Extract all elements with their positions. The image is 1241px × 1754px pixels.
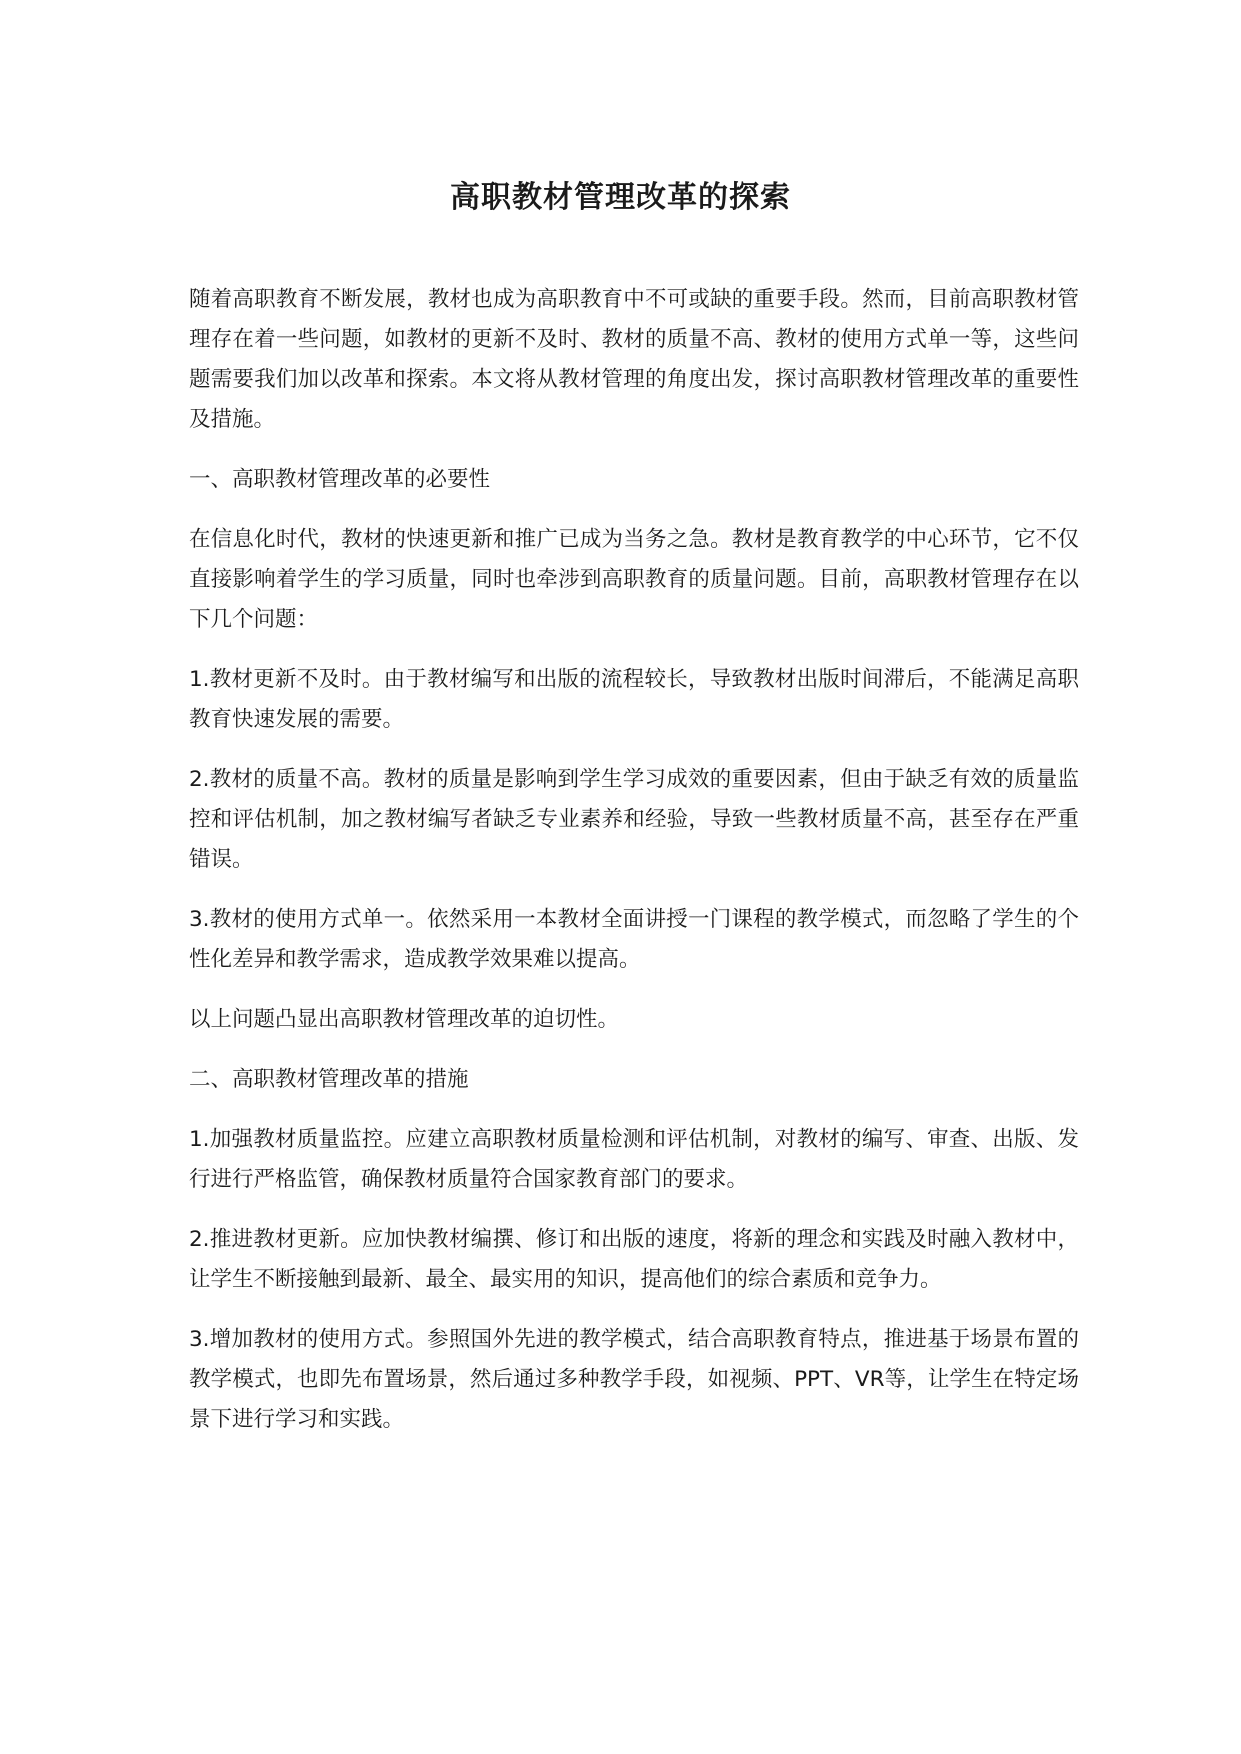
measure-item-2: 2.推进教材更新。应加快教材编撰、修订和出版的速度，将新的理念和实践及时融入教材中，让学生不断接触到最新、最全、最实用的知识，提高他们的综合素质和竞争力。 [189, 1227, 1079, 1292]
measure-item-1: 1.加强教材质量监控。应建立高职教材质量检测和评估机制，对教材的编写、审查、出版、发行进行严格监管，确保教材质量符合国家教育部门的要求。 [189, 1127, 1079, 1192]
section-1-paragraph: 在信息化时代，教材的快速更新和推广已成为当务之急。教材是教育教学的中心环节，它不仅直接影响着学生的学习质量，同时也牵涉到高职教育的质量问题。目前，高职教材管理存在以下几个问题： [189, 527, 1079, 632]
intro-paragraph: 随着高职教育不断发展，教材也成为高职教育中不可或缺的重要手段。然而，目前高职教材管理存在着一些问题，如教材的更新不及时、教材的质量不高、教材的使用方式单一等，这些问题需要我们加以改革和探索。本文将从教材管理的角度出发，探讨高职教材管理改革的重要性及措施。 [189, 287, 1079, 432]
problem-item-1: 1.教材更新不及时。由于教材编写和出版的流程较长，导致教材出版时间滞后，不能满足高职教育快速发展的需要。 [189, 667, 1079, 732]
problem-item-3: 3.教材的使用方式单一。依然采用一本教材全面讲授一门课程的教学模式，而忽略了学生的个性化差异和教学需求，造成教学效果难以提高。 [189, 907, 1079, 972]
section-heading-2: 二、高职教材管理改革的措施 [189, 1067, 469, 1092]
document-body [189, 280, 1079, 1460]
section-heading-1: 一、高职教材管理改革的必要性 [189, 467, 491, 492]
section-1-conclusion: 以上问题凸显出高职教材管理改革的迫切性。 [189, 1007, 620, 1032]
document-title: 高职教材管理改革的探索 [450, 180, 791, 215]
problem-item-2: 2.教材的质量不高。教材的质量是影响到学生学习成效的重要因素，但由于缺乏有效的质量监控和评估机制，加之教材编写者缺乏专业素养和经验，导致一些教材质量不高，甚至存在严重错误。 [189, 767, 1079, 872]
measure-item-3: 3.增加教材的使用方式。参照国外先进的教学模式，结合高职教育特点，推进基于场景布置的教学模式，也即先布置场景，然后通过多种教学手段，如视频、PPT、VR等，让学生在特定场景下进行学习和实践。 [189, 1327, 1079, 1432]
